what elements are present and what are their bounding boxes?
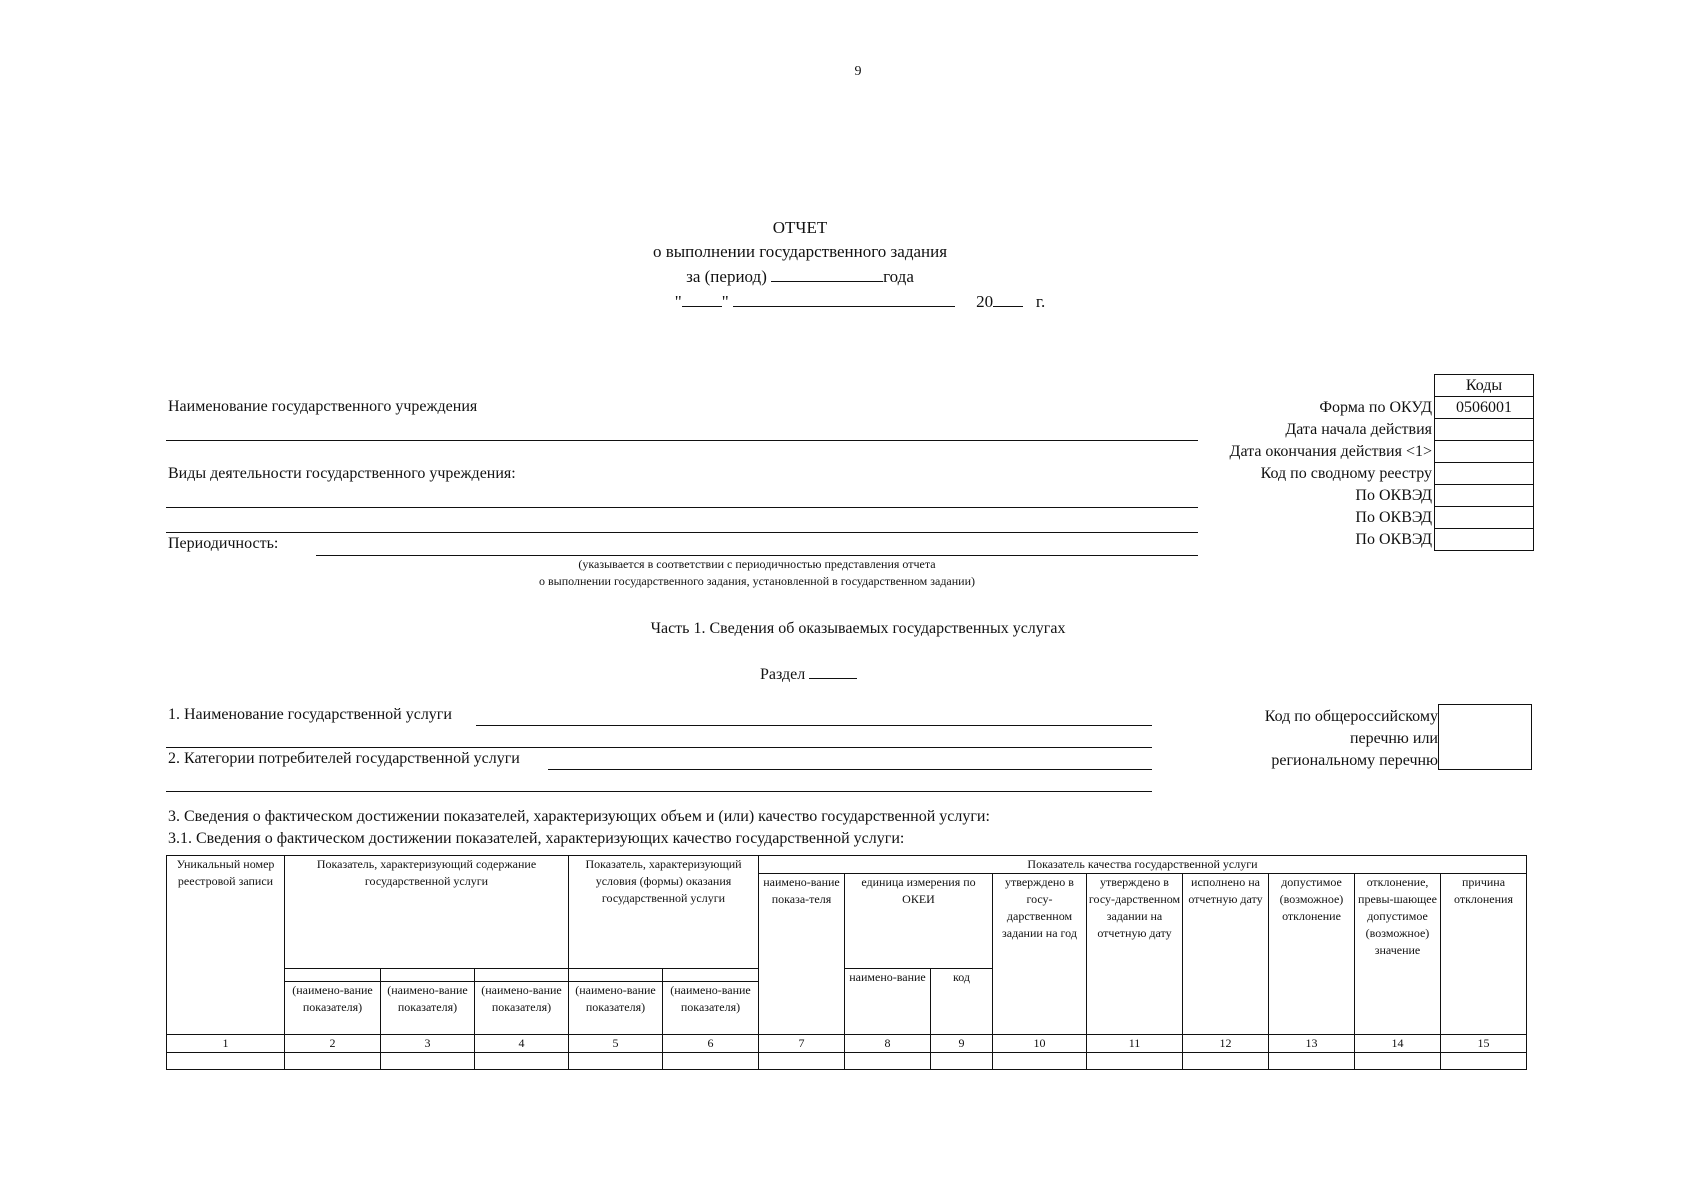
header-indicator-name-4: (наимено-вание показателя)	[475, 982, 569, 1035]
table-cell[interactable]	[569, 1053, 663, 1070]
quality-indicators-table	[166, 855, 1527, 1070]
table-cell[interactable]	[845, 1053, 931, 1070]
column-number: 5	[569, 1035, 663, 1053]
period-blank[interactable]	[771, 264, 883, 282]
header-indicator-name: наимено-вание показа-теля	[759, 874, 845, 1035]
code-label: Дата окончания действия <1>	[1229, 442, 1432, 460]
code-label: По ОКВЭД	[1355, 530, 1432, 548]
header-indicator-name-3: (наимено-вание показателя)	[381, 982, 475, 1035]
activities-line-1[interactable]	[166, 507, 1198, 508]
periodicity-note-2: о выполнении государственного задания, установленной в государственном задании)	[538, 574, 976, 588]
section-label	[760, 664, 857, 684]
table-cell[interactable]	[1183, 1053, 1269, 1070]
institution-name-label: Наименование государственного учреждения	[168, 398, 478, 415]
service-name-label: 1. Наименование государственной услуги	[168, 706, 452, 723]
year-prefix: 20	[976, 292, 994, 311]
header-conditions-indicator: Показатель, характеризующий условия (формы) оказания государственной услуги	[569, 856, 759, 969]
column-number: 10	[993, 1035, 1087, 1053]
registry-code-label	[1180, 706, 1438, 772]
code-value[interactable]	[1435, 507, 1534, 529]
table-cell[interactable]	[1441, 1053, 1527, 1070]
column-number: 13	[1269, 1035, 1355, 1053]
code-value[interactable]: 0506001	[1435, 397, 1534, 419]
header-indicator-name-6: (наимено-вание показателя)	[663, 982, 759, 1035]
service-name-line[interactable]	[476, 725, 1152, 726]
month-blank[interactable]	[733, 289, 955, 307]
periodicity-note	[316, 556, 1198, 590]
column-number: 2	[285, 1035, 381, 1053]
codes-table	[1208, 374, 1534, 551]
header-indicator-name-5: (наимено-вание показателя)	[569, 982, 663, 1035]
title-date	[0, 289, 1600, 314]
header-unit-okei: единица измерения по ОКЕИ	[845, 874, 993, 969]
table-cell[interactable]	[931, 1053, 993, 1070]
table-cell[interactable]	[1269, 1053, 1355, 1070]
table-cell[interactable]	[663, 1053, 759, 1070]
periodicity-note-1: (указывается в соответствии с периодичностью представления отчета	[578, 557, 936, 571]
code-label: По ОКВЭД	[1355, 508, 1432, 526]
column-number: 9	[931, 1035, 993, 1053]
column-number: 6	[663, 1035, 759, 1053]
activities-line-2[interactable]	[166, 532, 1198, 533]
header-unit-code: код	[931, 969, 993, 1035]
period-suffix: года	[883, 267, 914, 286]
code-label: Код по сводному реестру	[1260, 464, 1432, 482]
consumers-line[interactable]	[548, 769, 1152, 770]
title-line-1: ОТЧЕТ	[772, 218, 828, 237]
registry-code-line-2: перечню или	[1349, 730, 1438, 747]
header-unique-record: Уникальный номер реестровой записи	[167, 856, 285, 1035]
codes-block	[1208, 374, 1534, 551]
header-approved-date: утверждено в госу-дарственном задании на отчетную дату	[1087, 874, 1183, 1035]
info3-heading: 3. Сведения о фактическом достижении показателей, характеризующих объем и (или) качество государственной услуги:	[168, 808, 990, 825]
section-blank[interactable]	[809, 664, 857, 679]
header-content-indicator: Показатель, характеризующий содержание государственной услуги	[285, 856, 569, 969]
header-unit-name: наимено-вание	[845, 969, 931, 1035]
code-label: Форма по ОКУД	[1319, 398, 1432, 416]
column-number: 7	[759, 1035, 845, 1053]
column-number: 8	[845, 1035, 931, 1053]
table-cell[interactable]	[285, 1053, 381, 1070]
activities-label: Виды деятельности государственного учреждения:	[168, 465, 516, 482]
column-number: 4	[475, 1035, 569, 1053]
table-cell[interactable]	[993, 1053, 1087, 1070]
section-text: Раздел	[760, 666, 806, 683]
table-cell[interactable]	[167, 1053, 285, 1070]
header-approved-year: утверждено в госу-дарственном задании на год	[993, 874, 1087, 1035]
registry-code-line-1: Код по общероссийскому	[1264, 708, 1438, 725]
table-cell[interactable]	[381, 1053, 475, 1070]
report-title	[0, 216, 1600, 314]
code-value[interactable]	[1435, 485, 1534, 507]
page-number: 9	[854, 64, 862, 79]
year-suffix: г.	[1035, 292, 1046, 311]
column-number: 14	[1355, 1035, 1441, 1053]
part1-heading: Часть 1. Сведения об оказываемых государственных услугах	[650, 620, 1066, 637]
consumers-line-2[interactable]	[166, 791, 1152, 792]
header-indicator-name-2: (наимено-вание показателя)	[285, 982, 381, 1035]
consumers-label: 2. Категории потребителей государственной услуги	[168, 750, 520, 767]
code-value[interactable]	[1435, 463, 1534, 485]
title-line-2: о выполнении государственного задания	[652, 242, 948, 261]
column-number: 1	[167, 1035, 285, 1053]
title-period	[0, 264, 1600, 289]
codes-header: Коды	[1435, 375, 1534, 397]
column-number: 12	[1183, 1035, 1269, 1053]
table-cell[interactable]	[1087, 1053, 1183, 1070]
day-blank[interactable]	[682, 289, 722, 307]
periodicity-label: Периодичность:	[168, 535, 279, 552]
quote-open: "	[674, 292, 682, 311]
column-number: 15	[1441, 1035, 1527, 1053]
year-blank[interactable]	[993, 289, 1023, 307]
info31-heading: 3.1. Сведения о фактическом достижении показателей, характеризующих качество государственной услуги:	[168, 830, 905, 847]
service-name-line-2[interactable]	[166, 747, 1152, 748]
table-cell[interactable]	[1355, 1053, 1441, 1070]
header-allowed-deviation: допустимое (возможное) отклонение	[1269, 874, 1355, 1035]
period-prefix: за (период)	[686, 267, 767, 286]
header-excess-deviation: отклонение, превы-шающее допустимое (возможное) значение	[1355, 874, 1441, 1035]
code-value[interactable]	[1435, 529, 1534, 551]
code-value[interactable]	[1435, 441, 1534, 463]
registry-code-line-3: региональному перечню	[1271, 752, 1438, 769]
code-label: Дата начала действия	[1285, 420, 1432, 438]
table-cell[interactable]	[475, 1053, 569, 1070]
code-label: По ОКВЭД	[1355, 486, 1432, 504]
column-number: 3	[381, 1035, 475, 1053]
column-number: 11	[1087, 1035, 1183, 1053]
table-cell[interactable]	[759, 1053, 845, 1070]
institution-name-line[interactable]	[166, 440, 1198, 441]
header-quality-indicator: Показатель качества государственной услуги	[759, 856, 1527, 874]
quote-close: "	[721, 292, 729, 311]
header-executed: исполнено на отчетную дату	[1183, 874, 1269, 1035]
registry-code-box[interactable]	[1438, 704, 1532, 770]
code-value[interactable]	[1435, 419, 1534, 441]
header-deviation-reason: причина отклонения	[1441, 874, 1527, 1035]
